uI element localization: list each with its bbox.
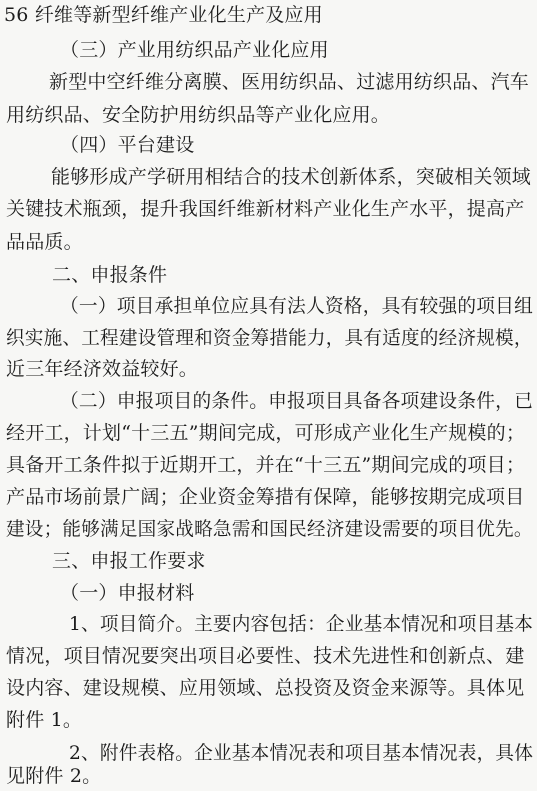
text-line: 具备开工条件拟于近期开工，并在“十三五”期间完成的项目； <box>6 454 526 476</box>
text-line: 情况，项目情况要突出项目必要性、技术先进性和创新点、建 <box>6 645 525 667</box>
text-line: （一）项目承担单位应具有法人资格，具有较强的项目组 <box>60 295 534 317</box>
section-heading: （四）平台建设 <box>60 134 195 156</box>
text-line: 2、附件表格。企业基本情况表和项目基本情况表，具体 <box>69 742 534 764</box>
text-line: 附件 1。 <box>6 709 83 731</box>
text-line: 新型中空纤维分离膜、医用纺织品、过滤用纺织品、汽车 <box>49 71 530 93</box>
text-line: 建设；能够满足国家战略急需和国民经济建设需要的项目优先。 <box>6 518 533 540</box>
text-line: 见附件 2。 <box>6 765 102 787</box>
section-heading: 二、申报条件 <box>52 264 168 286</box>
text-line: 1、项目简介。主要内容包括：企业基本情况和项目基本 <box>69 613 534 635</box>
text-line: 能够形成产学研用相结合的技术创新体系，突破相关领域 <box>51 166 532 188</box>
section-heading: 三、申报工作要求 <box>52 550 206 572</box>
text-line: 近三年经济效益较好。 <box>6 358 199 380</box>
section-heading: （三）产业用纺织品产业化应用 <box>60 39 329 61</box>
text-line: 品品质。 <box>6 231 83 253</box>
text-line: 关键技术瓶颈，提升我国纤维新材料产业化生产水平，提高产 <box>6 198 525 220</box>
text-line: 设内容、建设规模、应用领域、总投资及资金来源等。具体见 <box>6 677 525 699</box>
text-line: 用纺织品、安全防护用纺织品等产业化应用。 <box>6 104 391 126</box>
text-line: （二）申报项目的条件。申报项目具备各项建设条件，已 <box>60 390 534 412</box>
text-line: 经开工，计划“十三五”期间完成，可形成产业化生产规模的； <box>6 422 526 444</box>
text-line: 56 纤维等新型纤维产业化生产及应用 <box>4 4 323 26</box>
text-line: 织实施、工程建设管理和资金筹措能力，具有适度的经济规模， <box>6 327 533 349</box>
section-heading: （一）申报材料 <box>60 582 195 604</box>
text-line: 产品市场前景广阔；企业资金筹措有保障，能够按期完成项目 <box>6 486 525 508</box>
